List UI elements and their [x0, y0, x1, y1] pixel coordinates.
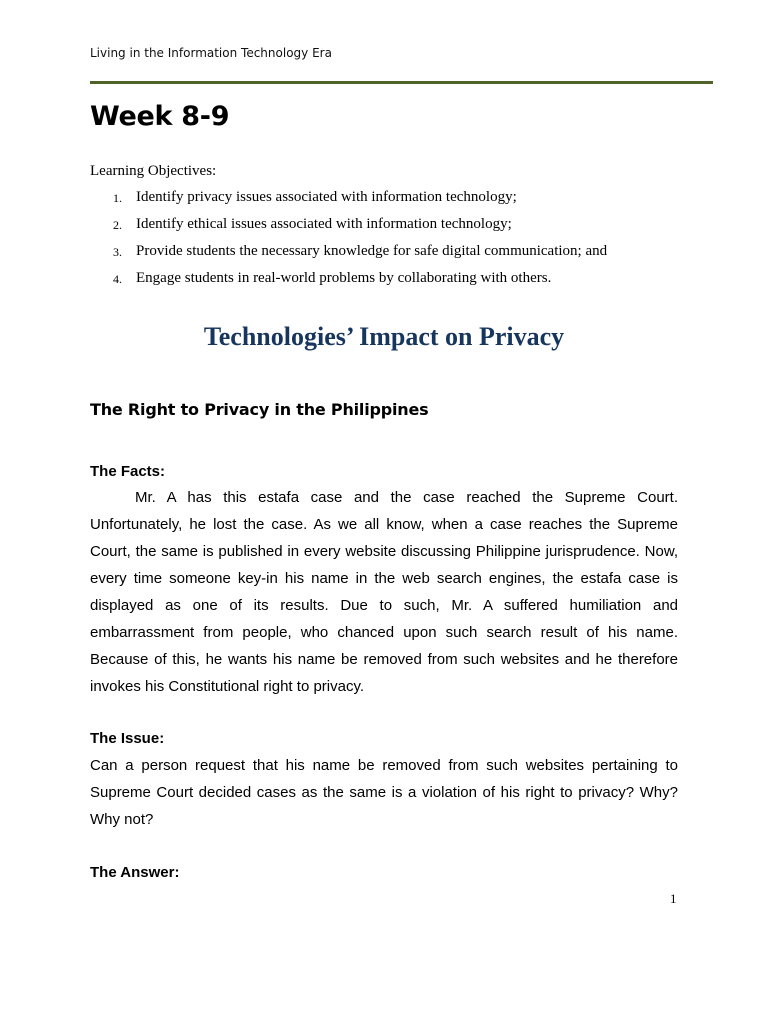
objective-item — [90, 268, 607, 295]
objectives-heading: Learning Objectives: — [90, 163, 217, 179]
header-rule — [90, 81, 713, 84]
objective-text: Identify ethical issues associated with information technology; — [136, 216, 512, 232]
subsection-title: The Right to Privacy in the Philippines — [90, 400, 429, 419]
running-header: Living in the Information Technology Era — [90, 46, 332, 60]
objective-item — [90, 187, 607, 214]
answer-label: The Answer: — [90, 864, 180, 881]
objective-number: 4. — [113, 272, 122, 286]
facts-label: The Facts: — [90, 463, 166, 480]
page-number: 1 — [670, 891, 677, 906]
objective-text: Identify privacy issues associated with information technology; — [136, 189, 517, 205]
section-title: Technologies’ Impact on Privacy — [203, 322, 565, 351]
issue-body: Can a person request that his name be removed from such websites pertaining to Supreme Court decided cases as the same is a violation of his right to privacy? Why? Why not? — [90, 757, 678, 828]
objective-number: 3. — [113, 245, 122, 259]
week-title: Week 8-9 — [90, 101, 230, 132]
objective-item — [90, 241, 607, 268]
objective-number: 2. — [113, 218, 122, 232]
objective-text: Provide students the necessary knowledge for safe digital communication; and — [136, 243, 608, 259]
objective-text: Engage students in real-world problems by collaborating with others. — [136, 270, 552, 286]
objective-item — [90, 214, 607, 241]
objective-number: 1. — [113, 191, 122, 205]
objectives-list — [90, 187, 607, 295]
facts-body: Mr. A has this estafa case and the case reached the Supreme Court. Unfortunately, he lost the case. As we all know, when a case reaches the Supreme Court, the same is published in every website discussing Philippine jurisprudence. Now, every time someone key-in his name in the web search engines, the estafa case is displayed as one of its results. Due to such, Mr. A suffered humiliation and embarrassment from people, who chanced upon such search result of his name. Because of this, he wants his name be removed from such websites and he therefore invokes his Constitutional right to privacy. — [90, 489, 678, 695]
issue-label: The Issue: — [90, 730, 165, 747]
